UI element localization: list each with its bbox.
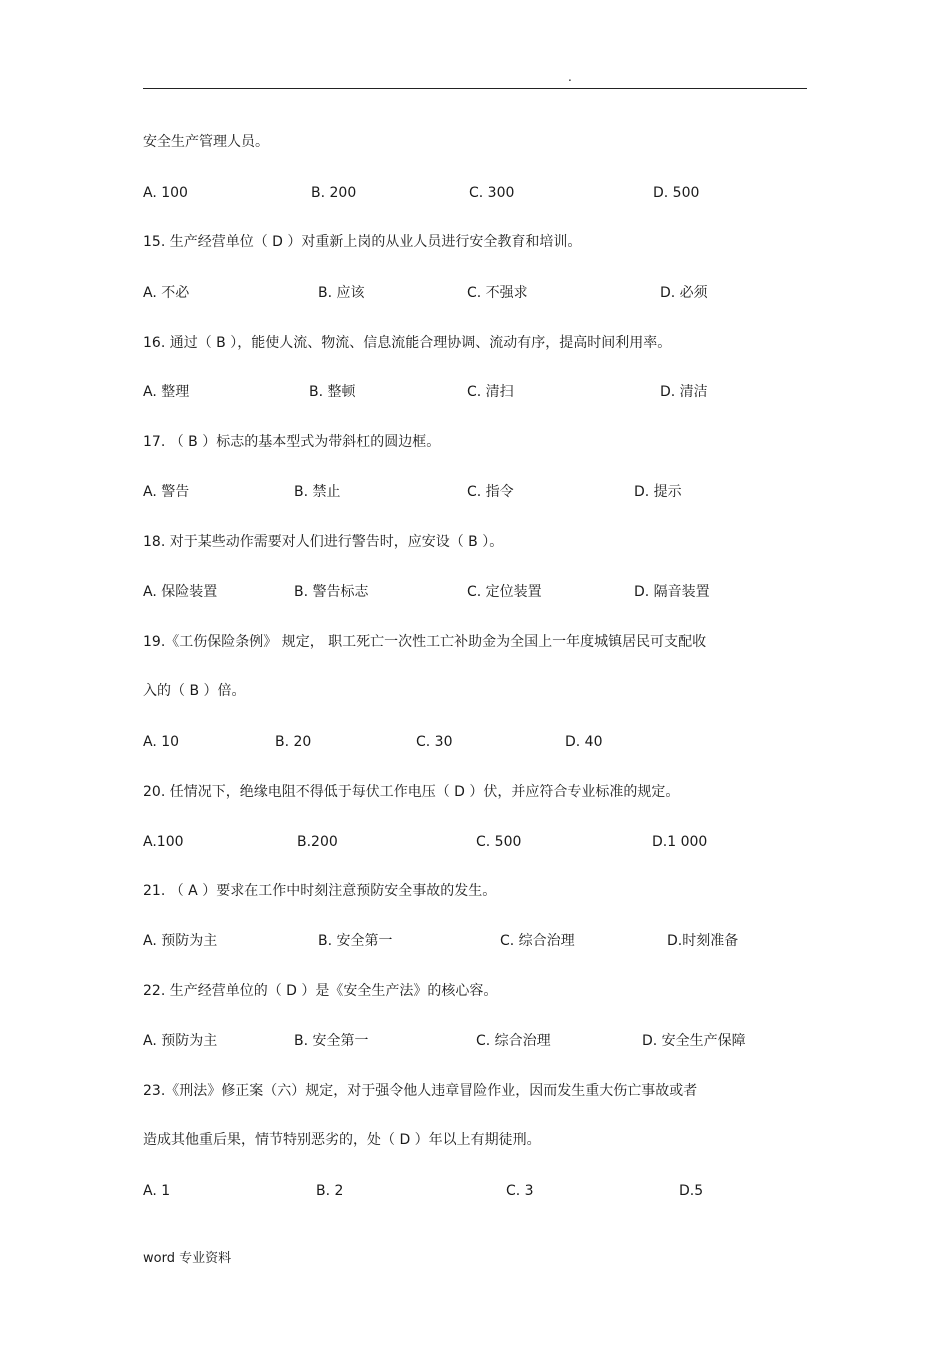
question-17: 17. （ B ）标志的基本型式为带斜杠的圆边框。	[143, 434, 441, 450]
option-17-c: C. 指令	[467, 484, 514, 500]
option-19-c: C. 30	[416, 734, 453, 750]
option-23-a: A. 1	[143, 1183, 171, 1199]
option-15-d: D. 必须	[660, 285, 708, 301]
option-16-d: D. 清洁	[660, 384, 708, 400]
option-23-c: C. 3	[506, 1183, 534, 1199]
option-16-a: A. 整理	[143, 384, 190, 400]
question-19-line-1: 19.《工伤保险条例》 规定， 职工死亡一次性工亡补助金为全国上一年度城镇居民可支配收	[143, 634, 707, 650]
option-14-b: B. 200	[311, 185, 357, 201]
option-16-b: B. 整顿	[309, 384, 356, 400]
option-15-b: B. 应该	[318, 285, 365, 301]
question-18: 18. 对于某些动作需要对人们进行警告时，应安设（ B ）。	[143, 534, 504, 550]
option-19-b: B. 20	[275, 734, 312, 750]
option-21-c: C. 综合治理	[500, 933, 575, 949]
option-18-d: D. 隔音装置	[634, 584, 710, 600]
question-14-tail: 安全生产管理人员。	[143, 134, 269, 150]
option-22-b: B. 安全第一	[294, 1033, 369, 1049]
question-22: 22. 生产经营单位的（ D ）是《安全生产法》的核心容。	[143, 983, 498, 999]
question-23-line-2: 造成其他重后果，情节特别恶劣的，处（ D ）年以上有期徒刑。	[143, 1132, 541, 1148]
option-20-b: B.200	[297, 834, 338, 850]
option-14-c: C. 300	[469, 185, 515, 201]
option-15-a: A. 不必	[143, 285, 190, 301]
option-19-d: D. 40	[565, 734, 603, 750]
option-21-a: A. 预防为主	[143, 933, 218, 949]
option-17-a: A. 警告	[143, 484, 190, 500]
option-22-c: C. 综合治理	[476, 1033, 551, 1049]
question-15: 15. 生产经营单位（ D ）对重新上岗的从业人员进行安全教育和培训。	[143, 234, 582, 250]
header-rule	[143, 88, 807, 89]
option-21-d: D.时刻准备	[667, 933, 739, 949]
option-18-a: A. 保险装置	[143, 584, 218, 600]
option-20-c: C. 500	[476, 834, 522, 850]
option-14-a: A. 100	[143, 185, 188, 201]
option-16-c: C. 清扫	[467, 384, 514, 400]
question-20: 20. 任情况下，绝缘电阻不得低于每伏工作电压（ D ）伏，并应符合专业标准的规定。	[143, 784, 680, 800]
option-14-d: D. 500	[653, 185, 700, 201]
option-23-d: D.5	[679, 1183, 704, 1199]
option-19-a: A. 10	[143, 734, 180, 750]
question-16: 16. 通过（ B ），能使人流、物流、信息流能合理协调、流动有序，提高时间利用率。	[143, 335, 672, 351]
footer-label: word 专业资料	[143, 1251, 232, 1266]
option-22-a: A. 预防为主	[143, 1033, 218, 1049]
option-17-b: B. 禁止	[294, 484, 341, 500]
option-18-b: B. 警告标志	[294, 584, 369, 600]
option-22-d: D. 安全生产保障	[642, 1033, 746, 1049]
option-20-a: A.100	[143, 834, 184, 850]
option-21-b: B. 安全第一	[318, 933, 393, 949]
question-19-line-2: 入的（ B ）倍。	[143, 683, 246, 699]
question-21: 21. （ A ）要求在工作中时刻注意预防安全事故的发生。	[143, 883, 497, 899]
question-23-line-1: 23.《刑法》修正案（六）规定，对于强令他人违章冒险作业，因而发生重大伤亡事故或者	[143, 1083, 698, 1099]
option-17-d: D. 提示	[634, 484, 682, 500]
header-mark: .	[568, 70, 572, 84]
option-18-c: C. 定位装置	[467, 584, 542, 600]
option-20-d: D.1 000	[652, 834, 708, 850]
option-23-b: B. 2	[316, 1183, 344, 1199]
option-15-c: C. 不强求	[467, 285, 528, 301]
